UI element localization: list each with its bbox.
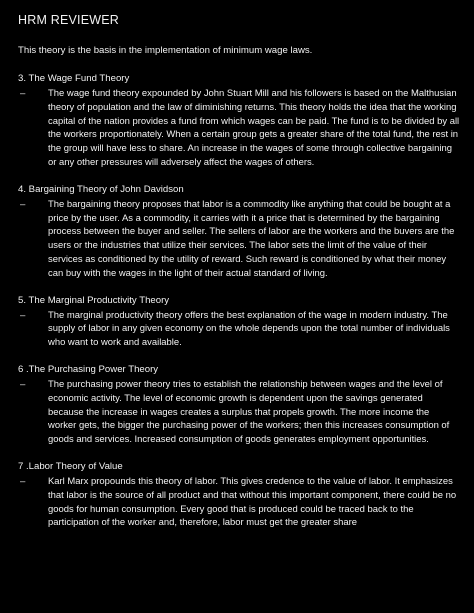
section-body: The marginal productivity theory offers the best explanation of the wage in modern industry. The supply of labor in any given economy on the whole depends upon the total number of individuals who want to work and available. xyxy=(48,309,450,349)
section-marginal-productivity-theory xyxy=(18,294,460,350)
section-body: The wage fund theory expounded by John Stuart Mill and his followers is based on the Malthusian theory of population and the law of diminishing returns. This theory holds the idea that the working capital of the nation provides a fund from which wages can be paid. The fund is to be divided by all the workers proportionately. When a certain group gets a greater share of the total fund, the rest in the group will have less to share. An increase in the wages of some through collective bargaining or any other pressures will adversely affect the wages of others. xyxy=(48,88,460,168)
section-wage-fund-theory xyxy=(18,72,460,170)
section-bargaining-theory xyxy=(18,183,460,281)
list-item xyxy=(18,198,460,281)
section-labor-theory-of-value xyxy=(18,460,460,530)
list-item xyxy=(18,87,460,170)
section-body: The bargaining theory proposes that labor is a commodity like anything that could be bought at a price by the user. As a commodity, it carries with it a price that is determined by the bargaining process between the buyer and seller. The sellers of labor are the workers and the buvers are the users or the industries that utilize their services. The labor sets the limit of the value of their services as conditioned by the utility of reward. Such reward is conditioned by what their money can buy with the wages in the light of their actual standard of living. xyxy=(48,198,455,279)
section-heading: 4. Bargaining Theory of John Davidson xyxy=(18,183,184,195)
dash-bullet: – xyxy=(20,475,26,487)
dash-bullet: – xyxy=(20,309,26,321)
section-heading: 6 .The Purchasing Power Theory xyxy=(18,363,159,375)
section-heading: 3. The Wage Fund Theory xyxy=(18,73,130,84)
dash-bullet: – xyxy=(20,88,26,99)
section-purchasing-power-theory xyxy=(18,363,460,447)
dash-bullet: – xyxy=(20,198,26,210)
section-body: Karl Marx propounds this theory of labor. This gives credence to the value of labor. It emphasizes that labor is the source of all product and that without this important component, there could be no goods for human consumption. Every good that is produced could be traced back to the participation of the worker and, therefore, labor must get the greater share xyxy=(48,475,457,529)
list-item xyxy=(18,309,460,350)
section-heading: 7 .Labor Theory of Value xyxy=(18,460,123,472)
document-title: HRM REVIEWER xyxy=(18,13,120,27)
intro-paragraph: This theory is the basis in the implementation of minimum wage laws. xyxy=(18,45,313,56)
dash-bullet: – xyxy=(20,378,26,390)
section-heading: 5. The Marginal Productivity Theory xyxy=(18,294,170,306)
list-item xyxy=(18,378,460,447)
list-item xyxy=(18,475,460,530)
section-body: The purchasing power theory tries to establish the relationship between wages and the level of economic activity. The level of economic growth is dependent upon the savings generated because the increase in wages creates a surplus that propels growth. The more income the worker gets, the bigger the purchasing power of the workers; then this increases consumption of goods and services. Increased consumption of goods generates employment opportunities. xyxy=(48,378,450,446)
